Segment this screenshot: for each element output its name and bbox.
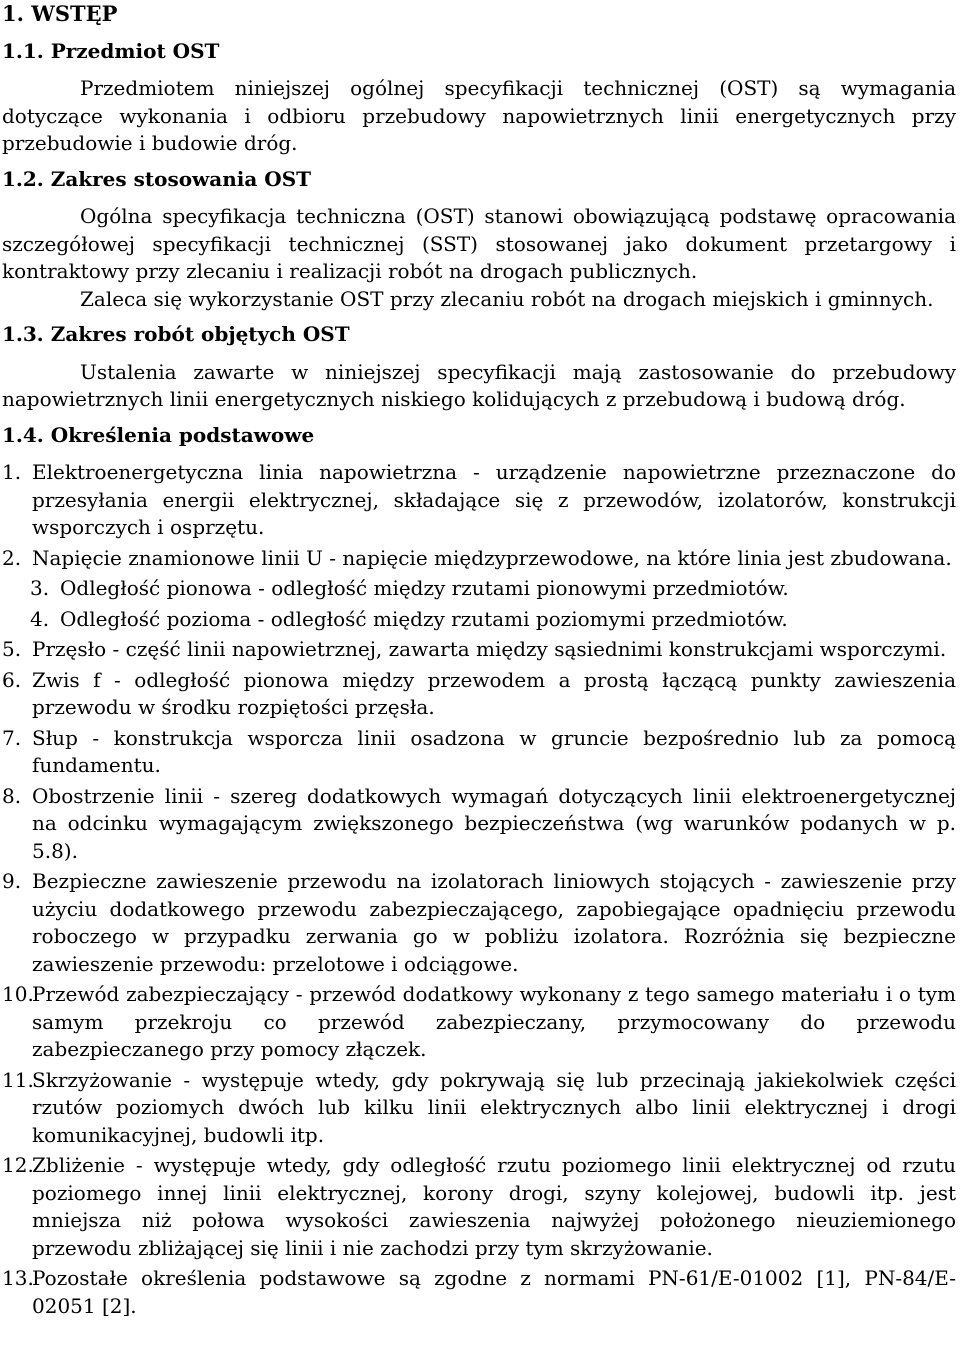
definition-item <box>2 783 956 866</box>
definition-item <box>2 636 956 664</box>
definition-text: Obostrzenie linii - szereg dodatkowych wymagań dotyczących linii elektroenergetycznej na odcinku wymagającym zwiększonego bezpieczeństwa (wg warunków podanych w p. 5.8). <box>32 783 956 863</box>
paragraph-1-2-b: Zaleca się wykorzystanie OST przy zlecaniu robót na drogach miejskich i gminnych. <box>80 286 934 311</box>
paragraph-1-1: Przedmiotem niniejszej ogólnej specyfikacji technicznej (OST) są wymagania dotyczące wykonania i odbioru przebudowy napowietrznych linii energetycznych przy przebudowie i budowie dróg. <box>2 76 956 155</box>
definition-text: Bezpieczne zawieszenie przewodu na izolatorach liniowych stojących - zawieszenie przy użyciu dodatkowego przewodu zabezpieczającego, zapobiegające opadnięciu przewodu roboczego w przypadku zerwania go w pobliżu izolatora. Rozróżnia się bezpieczne zawieszenie przewodu: przelotowe i odciągowe. <box>32 869 956 976</box>
definition-number: 10. <box>2 982 34 1006</box>
paragraph-1-3: Ustalenia zawarte w niniejszej specyfikacji mają zastosowanie do przebudowy napowietrznych linii energetycznych niskiego kolidujących z przebudową i budową dróg. <box>2 359 956 411</box>
definition-text: Odległość pionowa - odległość między rzutami pionowymi przedmiotów. <box>60 576 789 600</box>
definition-number: 5. <box>2 637 22 661</box>
section-heading-1-3: 1.3. Zakres robót objętych OST <box>2 322 350 346</box>
definition-item <box>2 606 956 634</box>
definition-item <box>2 1152 956 1262</box>
definition-number: 4. <box>30 606 50 631</box>
definition-number: 7. <box>2 725 22 750</box>
definition-number: 3. <box>30 576 50 600</box>
definition-text: Słup - konstrukcja wsporcza linii osadzona w gruncie bezpośrednio lub za pomocą fundamentu. <box>32 725 956 777</box>
definition-item <box>2 667 956 722</box>
definition-item <box>2 545 956 573</box>
definition-number: 13. <box>2 1266 34 1290</box>
definition-text: Zbliżenie - występuje wtedy, gdy odległość rzutu poziomego linii elektrycznej od rzutu poziomego innej linii elektrycznej, korony drogi, szyny kolejowej, budowli itp. jest mniejsza niż połowa wysokości zawieszenia najwyżej położonego nieuziemionego przewodu zbliżającej się linii i nie zachodzi przy tym skrzyżowanie. <box>32 1153 956 1260</box>
definition-number: 8. <box>2 783 22 808</box>
definition-text: Przewód zabezpieczający - przewód dodatkowy wykonany z tego samego materiału i o tym samym przekroju co przewód zabezpieczany, przymocowany do przewodu zabezpieczanego przy pomocy złączek. <box>32 982 956 1061</box>
section-heading-1-1: 1.1. Przedmiot OST <box>2 38 220 63</box>
section-heading-1-2: 1.2. Zakres stosowania OST <box>2 166 312 191</box>
definition-item <box>2 981 956 1064</box>
definition-item <box>2 725 956 780</box>
definition-text: Skrzyżowanie - występuje wtedy, gdy pokrywają się lub przecinają jakiekolwiek części rzutów poziomych dwóch lub kilku linii elektrycznych albo linii elektrycznej i drogi komunikacyjnej, budowli itp. <box>32 1067 956 1147</box>
section-heading-1-4: 1.4. Określenia podstawowe <box>2 422 315 447</box>
definition-item <box>2 459 956 542</box>
definition-number: 12. <box>2 1153 34 1177</box>
definition-text: Zwis f - odległość pionowa między przewodem a prostą łączącą punkty zawieszenia przewodu w środku rozpiętości przęsła. <box>32 667 956 719</box>
definition-text: Napięcie znamionowe linii U - napięcie międzyprzewodowe, na które linia jest zbudowana. <box>32 545 952 570</box>
definition-number: 6. <box>2 667 22 692</box>
paragraph-1-2-a: Ogólna specyfikacja techniczna (OST) stanowi obowiązującą podstawę opracowania szczegółowej specyfikacji technicznej (SST) stosowanej jako dokument przetargowy i kontraktowy przy zlecaniu i realizacji robót na drogach publicznych. <box>2 204 956 283</box>
definitions-list <box>2 459 956 1320</box>
chapter-heading: 1. WSTĘP <box>2 1 118 26</box>
definition-item <box>2 1067 956 1150</box>
definition-number: 1. <box>2 460 22 484</box>
definition-text: Przęsło - część linii napowietrznej, zawarta między sąsiednimi konstrukcjami wsporczymi. <box>32 637 947 661</box>
definition-item <box>2 868 956 978</box>
definition-number: 2. <box>2 545 22 570</box>
definition-text: Odległość pozioma - odległość między rzutami poziomymi przedmiotów. <box>60 606 788 631</box>
definition-text: Pozostałe określenia podstawowe są zgodne z normami PN-61/E-01002 [1], PN-84/E-02051 [2]. <box>32 1266 956 1318</box>
definition-text: Elektroenergetyczna linia napowietrzna - urządzenie napowietrzne przeznaczone do przesyłania energii elektrycznej, składające się z przewodów, izolatorów, konstrukcji wsporczych i osprzętu. <box>32 460 956 539</box>
definition-number: 11. <box>2 1067 34 1092</box>
definition-number: 9. <box>2 869 22 893</box>
definition-item <box>2 1265 956 1320</box>
definition-item <box>2 575 956 603</box>
